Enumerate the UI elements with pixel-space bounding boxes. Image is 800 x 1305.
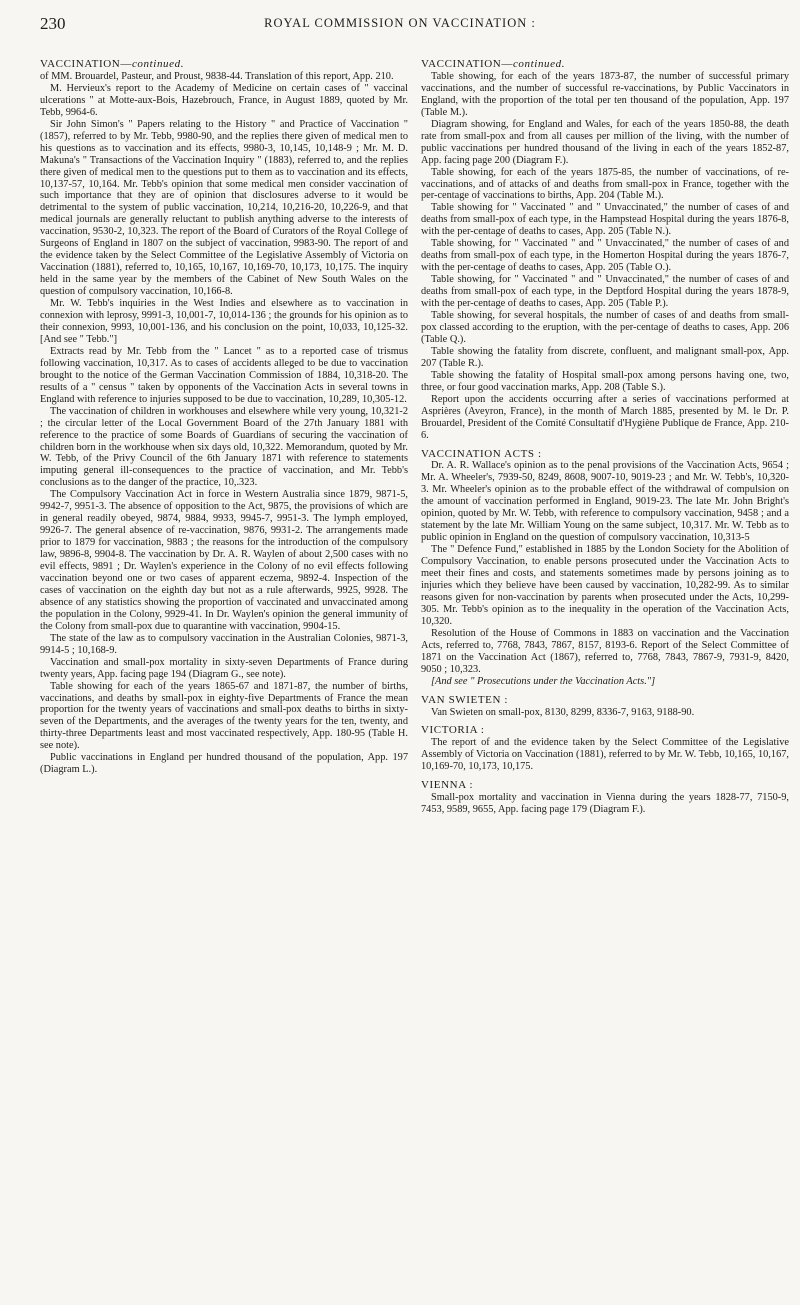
cross-reference: [And see " Prosecutions under the Vaccination Acts."] [431, 675, 656, 687]
page-number: 230 [40, 14, 66, 33]
entry-paragraph: The Compulsory Vaccination Act in force in Western Australia since 1879, 9871-5, 9942-7, 9951-3. The absence of opposition to the Act, 9875, the provisions of which are in general readily obeyed, 9874, 9884, 9933, 9945-7, 9951-3. The lymph employed, 9926-7. The general absence of re-vaccination, 9876, 9931-2. The arrangements made prior to 1879 for vaccination, 9883 ; the reasons for the introduction of the compulsory law, 9896-8, 9904-8. The vaccination by Dr. A. R. Waylen of about 2,500 cases with no evil effects, 9891 ; Dr. Waylen's experience in the Colony of no evil effects following vaccination beyond one or two cases of apparent eczema, 9892-4. Inspection of the cases of vaccination on the eighth day but not as a rule afterwards, 9925, 9928. The absence of any statistics showing the proportion of vaccinated and unvaccinated among the population in the Colony, 9929-41. In Dr. Waylen's opinion the general immunity of the Colony from small-pox due to quarantine with vaccination, 9904-15. [40, 489, 408, 632]
entry-paragraph: Dr. A. R. Wallace's opinion as to the penal provisions of the Vaccination Acts, 9654 ; Mr. A. Wheeler's, 7939-50, 8249, 8608, 9007-10, 9019-23 ; and Mr. W. Tebb's, 10,320-3. Mr. Wheeler's opinion as to the probable effect of the withdrawal of compulsion on the amount of vaccination performed in England, 9019-23. The late Mr. John Bright's opinion, quoted by Mr. W. Tebb, with reference to compulsory vaccination, 9458 ; and a statement by the late Mr. William Young on the same subject, 10,317. Mr. W. Tebb as to public opinion in England on the question of compulsory vaccination, 10,313-5 [421, 460, 789, 544]
entry-paragraph: Table showing the fatality from discrete, confluent, and malignant small-pox, App. 207 (Table R.). [421, 345, 789, 369]
entry-paragraph: Table showing the fatality of Hospital small-pox among persons having one, two, three, or four good vaccination marks, App. 208 (Table S.). [421, 369, 789, 393]
entry-paragraph: Mr. W. Tebb's inquiries in the West Indies and elsewhere as to vaccination in connexion with leprosy, 9991-3, 10,001-7, 10,014-136 ; the grounds for his opinion as to their connexion, 9993, 10,001-136, and his conclusion on the point, 10,033, 10,125-32. [And see " Tebb."] [40, 298, 408, 345]
entry-paragraph: The vaccination of children in workhouses and elsewhere while very young, 10,321-2 ; the circular letter of the Local Government Board of the 27th January 1881 with reference to the practice of some Boards of Guardians of securing the vaccination of children born in the workhouse when six days old, 10,322. Memorandum, quoted by Mr. W. Tebb, of the Privy Council of the 6th January 1871 with reference to statements imputing general ill-consequences to the practice of vaccination, and Mr. Tebb's conclusions as to the danger of the practice, 10,.323. [40, 405, 408, 489]
section-heading-victoria: VICTORIA : [421, 724, 485, 737]
section-heading-vaccination: VACCINATION—continued. [421, 58, 566, 70]
section-heading-vaccination: VACCINATION—continued. [40, 58, 185, 70]
entry-paragraph: M. Hervieux's report to the Academy of Medicine on certain cases of " vaccinal ulcerations " at Motte-aux-Bois, Hazebrouch, France, in August 1889, quoted by Mr. Tebb, 9964-6. [40, 82, 408, 118]
left-column [40, 59, 408, 776]
entry-paragraph: Report upon the accidents occurring after a series of vaccinations performed at Asprières (Aveyron, France), in the month of March 1885, presented by M. le Dr. P. Brouardel, President of the Comité Consultatif d'Hygiène Publique de France, App. 210-6. [421, 393, 789, 441]
entry-paragraph: Small-pox mortality and vaccination in Vienna during the years 1828-77, 7150-9, 7453, 9589, 9655, App. facing page 179 (Diagram F.). [421, 792, 789, 816]
right-column [421, 59, 789, 816]
entry-paragraph: Extracts read by Mr. Tebb from the " Lancet " as to a reported case of trismus following vaccination, 10,317. As to cases of accidents alleged to be due to vaccination brought to the notice of the German Vaccination Commission of 1884, 10,318-20. The results of a " census " taken by opponents of the Vaccination Acts in several towns in England with reference to injuries supposed to be due to vaccination, 10,289, 10,305-12. [40, 345, 408, 405]
entry-paragraph: The " Defence Fund," established in 1885 by the London Society for the Abolition of Compulsory Vaccination, to enable persons prosecuted under the Vaccination Acts to meet their fines and costs, and statements sometimes made by persons joining as to injuries which they believe have been caused by vaccination, 10,282-99. As to similar reasons given for non-vaccination by parents when prosecuted under the Acts, 10,299-305. Mr. Tebb's opinion as to the inequality in the operation of the Vaccination Acts, 10,320. [421, 544, 789, 627]
entry-paragraph: The state of the law as to compulsory vaccination in the Australian Colonies, 9871-3, 9914-5 ; 10,168-9. [40, 632, 408, 656]
section-heading-van-swieten: VAN SWIETEN : [421, 693, 509, 706]
entry-paragraph: Table showing, for each of the years 1873-87, the number of successful primary vaccinations, and the number of successful re-vaccinations, by Public Vaccinators in England, with the proportion of the total per ten thousand of the population, App. 197 (Table M.). [421, 70, 789, 118]
running-title: ROYAL COMMISSION ON VACCINATION : [264, 16, 536, 30]
entry-paragraph: Vaccination and small-pox mortality in sixty-seven Departments of France during twenty years, App. facing page 194 (Diagram G., see note). [40, 656, 408, 680]
page-header [0, 0, 800, 60]
entry-paragraph: Table showing for each of the years 1865-67 and 1871-87, the number of births, vaccinations, and deaths by small-pox in eighty-five Departments of France the mean proportion for the twenty years of vaccinations and small-pox deaths to births in sixty-seven of the Departments, and the averages of the twenty years for the ten, twenty, and thirty-three Departments least and most vaccinated respectively, App. 180-95 (Table H. see note). [40, 680, 408, 752]
entry-paragraph: Public vaccinations in England per hundred thousand of the population, App. 197 (Diagram L.). [40, 752, 408, 776]
entry-paragraph: Table showing, for each of the years 1875-85, the number of vaccinations, of re-vaccinations, and of attacks of and deaths from small-pox in France, together with the per-centage of vaccinations to births, App. 204 (Table M.). [421, 166, 789, 202]
entry-paragraph: Diagram showing, for England and Wales, for each of the years 1850-88, the death rate from small-pox and from all causes per million of the living, with the number of public vaccinations per hundred thousand of the living in each of the years 1852-87, App. facing page 200 (Diagram F.). [421, 118, 789, 166]
entry-paragraph: The report of and the evidence taken by the Select Committee of the Legislative Assembly of Victoria on Vaccination (1881), referred to by Mr. W. Tebb, 10,165, 10,167, 10,169-70, 10,173, 10,175. [421, 737, 789, 773]
entry-paragraph: Table showing, for " Vaccinated " and " Unvaccinated," the number of cases of and deaths from small-pox of each type, in the Deptford Hospital during the years 1878-9, with the per-centage of deaths to cases, App. 205 (Table P.). [421, 274, 789, 310]
entry-paragraph: Table showing, for several hospitals, the number of cases of and deaths from small-pox classed according to the eruption, with the per-centage of deaths to cases, App. 206 (Table Q.). [421, 310, 789, 345]
entry-paragraph: Table showing for " Vaccinated " and " Unvaccinated," the number of cases of and deaths from small-pox of each type, in the Hampstead Hospital during the years 1876-8, with the per-centage of deaths to cases, App. 205 (Table N.). [421, 202, 789, 238]
entry-paragraph: of MM. Brouardel, Pasteur, and Proust, 9838-44. Translation of this report, App. 210. [40, 70, 394, 82]
section-heading-vienna: VIENNA : [421, 779, 474, 792]
entry-paragraph: Table showing, for " Vaccinated " and " Unvaccinated," the number of cases of and deaths from small-pox of each type, in the Homerton Hospital during the years 1876-7, with the per-centage of deaths to cases, App. 205 (Table O.). [421, 238, 789, 274]
entry-paragraph: Van Swieten on small-pox, 8130, 8299, 8336-7, 9163, 9188-90. [431, 706, 695, 718]
entry-paragraph: Sir John Simon's " Papers relating to the History " and Practice of Vaccination " (1857), referred to by Mr. Tebb, 9980-90, and the replies there given of medical men to his questions as to vaccination and its effects, 9980-3, 10,145, 10,148-9 ; Mr. M. D. Makuna's " Transactions of the Vaccination Inquiry " (1883), referred to, and the replies there given of medical men to the questions put to them as to vaccination and its effects, 10,137-57, 10,164. Mr. Tebb's opinion that some medical men consider vaccination of such importance that they are of opinion that disclosures adverse to it would be detrimental to the system of public vaccination, 10,214, 10,216-20, 10,226-9, and that medical journals are generally reluctant to publish anything adverse to the interests of vaccination, 9530-2, 10,323. The report of the Board of Curators of the Royal College of Surgeons of England in 1807 on the subject of vaccination, 9983-90. The report of and the evidence taken by the Select Committee of the Legislative Assembly of Victoria on Vaccination (1881), referred to, 10,165, 10,167, 10,169-70, 10,173, 10,175. The inquiry held in the same year by the members of the Cabinet of New South Wales on the question of compulsory vaccination, 10,166-8. [40, 118, 408, 298]
entry-paragraph: Resolution of the House of Commons in 1883 on vaccination and the Vaccination Acts, referred to, 7768, 7843, 7867, 8157, 8193-6. Report of the Select Committee of 1871 on the Vaccination Act (1867), referred to, 7768, 7843, 7867-9, 7931-9, 8420, 9050 ; 10,323. [421, 627, 789, 675]
section-heading-vaccination-acts: VACCINATION ACTS : [421, 447, 542, 460]
